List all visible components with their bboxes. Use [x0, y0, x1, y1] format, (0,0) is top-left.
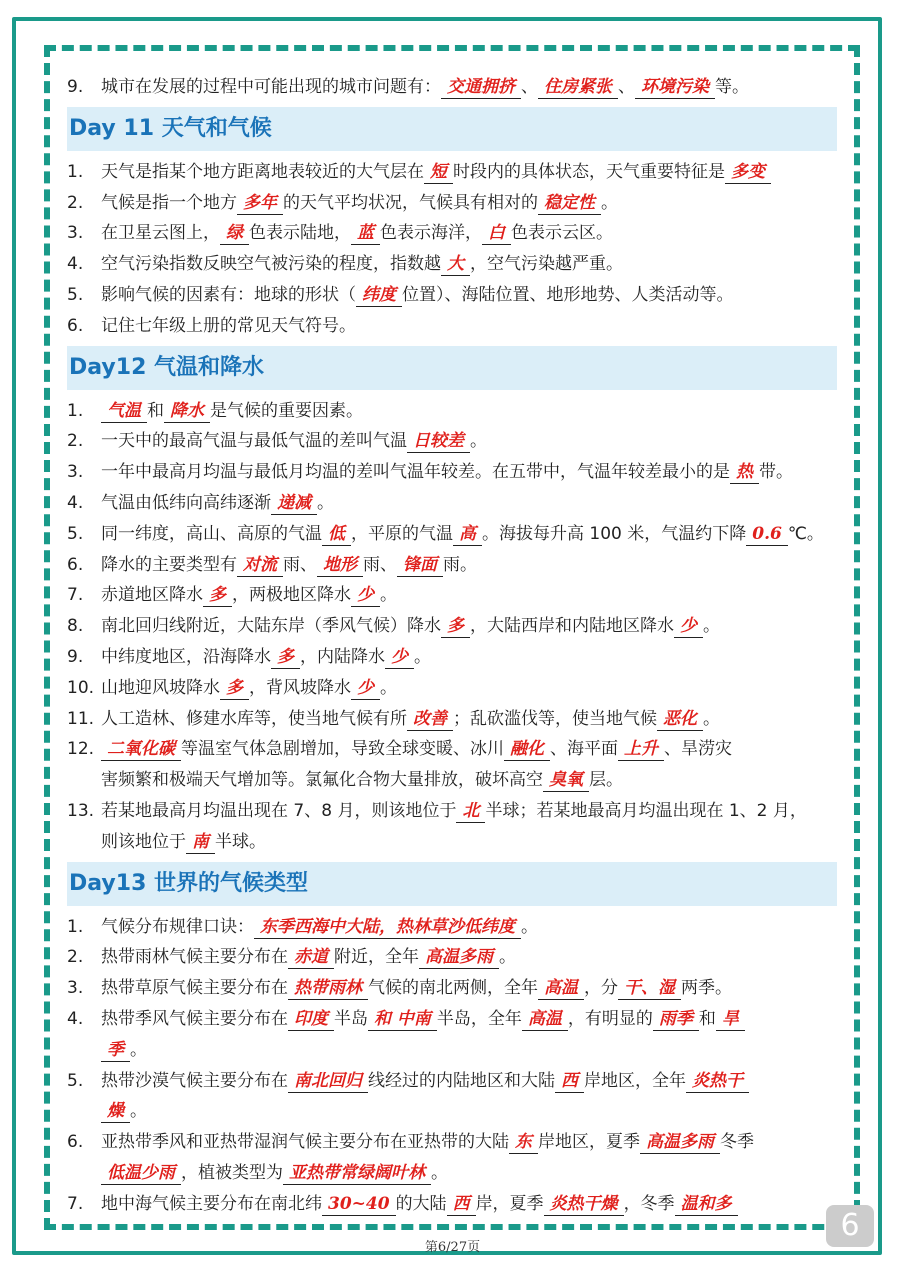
answer-blank: 融化	[504, 738, 550, 761]
text-run: 。	[499, 947, 516, 968]
list-item	[67, 550, 839, 581]
answer-blank: 地形	[317, 554, 363, 577]
text-run: 雨、	[363, 554, 397, 575]
item-number: 10.	[67, 677, 95, 698]
list-item	[67, 1066, 839, 1097]
text-run: 色表示云区。	[511, 223, 613, 244]
list-item	[67, 673, 839, 704]
text-run: ℃。	[787, 523, 824, 544]
answer-blank: 南	[186, 831, 215, 854]
text-run: 。	[380, 677, 397, 698]
text-run: 。	[431, 1162, 448, 1183]
text-run: 半球；若某地最高月均温出现在 1、2 月，	[485, 800, 807, 821]
answer-blank: 纬度	[356, 284, 402, 307]
answer-blank: 住房紧张	[538, 76, 618, 99]
answer-blank: 低温少雨	[101, 1162, 181, 1185]
answer-blank: 恶化	[657, 708, 703, 731]
item-number: 1.	[67, 400, 84, 421]
answer-blank: 温和多	[675, 1193, 738, 1216]
text-run: 空气污染指数反映空气被污染的程度，指数越	[101, 254, 441, 275]
answer-blank: 多年	[237, 192, 283, 215]
text-run: 半岛，全年	[436, 1008, 522, 1029]
answer-blank: 多	[220, 677, 249, 700]
text-run: 中纬度地区，沿海降水	[101, 646, 271, 667]
text-run: 人工造林、修建水库等，使当地气候有所	[101, 708, 407, 729]
text-run: 气候分布规律口诀：	[101, 916, 254, 937]
text-run: 赤道地区降水	[101, 585, 203, 606]
answer-blank: 炎热干	[686, 1070, 749, 1093]
text-run: 雨。	[443, 554, 477, 575]
answer-blank: 高温	[522, 1008, 568, 1031]
text-run: 热带沙漠气候主要分布在	[101, 1070, 288, 1091]
list-item	[67, 157, 839, 188]
list-item	[67, 72, 839, 103]
list-item	[67, 796, 839, 827]
text-run: ，分	[584, 978, 618, 999]
list-item	[67, 704, 839, 735]
text-run: 冬季	[720, 1132, 754, 1153]
text-run: 等温室气体急剧增加，导致全球变暖、冰川	[181, 739, 504, 760]
text-run: ，平原的气温	[351, 523, 453, 544]
text-run: 带。	[759, 462, 793, 483]
answer-blank: 30~40	[322, 1193, 396, 1216]
item-number: 9.	[67, 77, 84, 97]
item-number: 6.	[67, 1132, 84, 1153]
text-run: 。	[703, 708, 720, 729]
text-run: 若某地最高月均温出现在 7、8 月，则该地位于	[101, 800, 457, 821]
text-run: 岸地区，全年	[584, 1070, 686, 1091]
answer-blank: 高温多雨	[419, 946, 499, 969]
list-item	[67, 642, 839, 673]
answer-blank: 南北回归	[288, 1070, 368, 1093]
answer-blank: 递减	[271, 492, 317, 515]
answer-blank: 改善	[407, 708, 453, 731]
text-run: 两季。	[681, 978, 732, 999]
answer-blank: 雨季	[653, 1008, 699, 1031]
answer-blank: 少	[385, 646, 414, 669]
answer-blank: 西	[447, 1193, 476, 1216]
answer-blank: 锋面	[397, 554, 443, 577]
item-number: 1.	[67, 916, 84, 937]
answer-blank: 亚热带常绿阔叶林	[283, 1162, 431, 1185]
section-heading: Day12 气温和降水	[67, 346, 837, 390]
list-item	[67, 280, 839, 311]
answer-blank: 稳定性	[538, 192, 601, 215]
list-item	[67, 218, 839, 249]
answer-blank: 多变	[725, 161, 771, 184]
text-run: 城市在发展的过程中可能出现的城市问题有：	[101, 77, 441, 97]
item-number: 4.	[67, 492, 84, 513]
text-run: 。	[130, 1039, 147, 1060]
answer-blank: 绿	[220, 222, 249, 245]
text-run: 影响气候的因素有：地球的形状（	[101, 284, 356, 305]
answer-blank: 上升	[618, 738, 664, 761]
answer-blank: 蓝	[351, 222, 380, 245]
answer-blank: 燥	[101, 1100, 130, 1123]
list-item	[67, 1189, 839, 1220]
answer-blank: 少	[351, 584, 380, 607]
text-run: 。	[521, 916, 538, 937]
item-number: 3.	[67, 462, 84, 483]
text-run: 、	[521, 77, 538, 97]
answer-blank: 炎热干燥	[544, 1193, 624, 1216]
text-run: 。	[703, 616, 720, 637]
list-item	[67, 1004, 839, 1035]
text-run: 则该地位于	[101, 831, 186, 852]
answer-blank: 环境污染	[635, 76, 715, 99]
answer-blank: 降水	[164, 400, 210, 423]
answer-blank: 高	[453, 523, 482, 546]
text-run: 天气是指某个地方距离地表较近的大气层在	[101, 161, 424, 182]
text-run: 气温由低纬向高纬逐渐	[101, 492, 271, 513]
list-item	[67, 457, 839, 488]
text-run: 一天中的最高气温与最低气温的差叫气温	[101, 431, 407, 452]
text-run: 雨、	[283, 554, 317, 575]
item-number: 2.	[67, 192, 84, 213]
answer-blank: 多	[271, 646, 300, 669]
list-item	[67, 249, 839, 280]
answer-blank: 少	[674, 615, 703, 638]
text-run: ，冬季	[623, 1193, 675, 1214]
answer-blank: 和 中南	[368, 1008, 437, 1031]
text-run: 和	[147, 400, 164, 421]
answer-blank: 东季西海中大陆，热林草沙低纬度	[254, 916, 521, 939]
text-run: ，两极地区降水	[232, 585, 351, 606]
list-item	[67, 734, 839, 765]
answer-blank: 0.6	[746, 523, 788, 546]
text-run: 是气候的重要因素。	[210, 400, 363, 421]
text-run: 位置）、海陆位置、地形地势、人类活动等。	[402, 284, 734, 305]
item-number: 9.	[67, 646, 84, 667]
item-number: 2.	[67, 947, 84, 968]
answer-blank: 低	[322, 523, 351, 546]
list-item	[67, 942, 839, 973]
text-run: 等。	[715, 77, 749, 97]
text-run: 和	[698, 1008, 716, 1029]
answer-blank: 多	[441, 615, 470, 638]
text-run: 。	[317, 492, 334, 513]
text-run: 色表示海洋，	[380, 223, 482, 244]
answer-blank: 西	[555, 1070, 584, 1093]
answer-blank: 交通拥挤	[441, 76, 521, 99]
text-run: 记住七年级上册的常见天气符号。	[101, 315, 356, 336]
text-run: ，空气污染越严重。	[470, 254, 623, 275]
text-run: ，有明显的	[567, 1008, 653, 1029]
answer-blank: 大	[441, 253, 470, 276]
answer-blank: 旱	[716, 1008, 745, 1031]
text-run: 降水的主要类型有	[101, 554, 237, 575]
text-run: 。海拔每升高 100 米，气温约下降	[482, 523, 747, 544]
text-run: 层。	[589, 770, 623, 791]
answer-blank: 日较差	[407, 430, 470, 453]
text-run: 。	[414, 646, 431, 667]
text-run: 时段内的具体状态，天气重要特征是	[453, 161, 725, 182]
text-run: 在卫星云图上，	[101, 223, 220, 244]
text-run: 的大陆	[395, 1193, 447, 1214]
item-number: 13.	[67, 800, 95, 821]
text-run: 。	[130, 1101, 147, 1122]
text-run: 南北回归线附近，大陆东岸（季风气候）降水	[101, 616, 441, 637]
text-run: 岸地区，夏季	[538, 1132, 640, 1153]
text-run: 。	[380, 585, 397, 606]
answer-blank: 高温多雨	[640, 1131, 720, 1154]
text-run: 热带雨林气候主要分布在	[101, 947, 288, 968]
answer-blank: 热带雨林	[288, 977, 368, 1000]
answer-blank: 少	[351, 677, 380, 700]
text-run: 色表示陆地，	[249, 223, 351, 244]
text-run: 、旱涝灾	[664, 739, 732, 760]
list-item	[67, 488, 839, 519]
item-number: 4.	[67, 254, 84, 275]
list-item	[67, 1035, 839, 1066]
page-number-badge: 6	[826, 1205, 874, 1247]
answer-blank: 印度	[288, 1008, 334, 1031]
answer-blank: 季	[101, 1039, 130, 1062]
page-footer: 第6/27页	[424, 1240, 481, 1255]
list-item	[67, 827, 839, 858]
item-number: 3.	[67, 223, 84, 244]
text-run: 山地迎风坡降水	[101, 677, 220, 698]
list-item	[67, 519, 839, 550]
text-run: 热带季风气候主要分布在	[101, 1008, 288, 1029]
answer-blank: 臭氧	[543, 769, 589, 792]
item-number: 11.	[67, 708, 95, 729]
answer-blank: 白	[482, 222, 511, 245]
item-number: 3.	[67, 978, 84, 999]
item-number: 6.	[67, 554, 84, 575]
document-body	[67, 72, 839, 1220]
answer-blank: 高温	[538, 977, 584, 1000]
list-item	[67, 426, 839, 457]
list-item	[67, 1127, 839, 1158]
text-run: 。	[601, 192, 618, 213]
answer-blank: 气温	[101, 400, 147, 423]
text-run: ，内陆降水	[300, 646, 385, 667]
list-item	[67, 396, 839, 427]
answer-blank: 多	[203, 584, 232, 607]
item-number: 7.	[67, 1193, 84, 1214]
item-number: 1.	[67, 161, 84, 182]
list-item	[67, 311, 839, 342]
item-number: 2.	[67, 431, 84, 452]
list-item	[67, 912, 839, 943]
list-item	[67, 580, 839, 611]
list-item	[67, 188, 839, 219]
answer-blank: 干、湿	[618, 977, 681, 1000]
text-run: 岸，夏季	[475, 1193, 544, 1214]
text-run: 。	[470, 431, 487, 452]
text-run: ，背风坡降水	[249, 677, 351, 698]
text-run: 地中海气候主要分布在南北纬	[101, 1193, 322, 1214]
section-heading: Day13 世界的气候类型	[67, 862, 837, 906]
text-run: 、	[618, 77, 635, 97]
item-number: 4.	[67, 1008, 84, 1029]
text-run: 、海平面	[550, 739, 618, 760]
item-number: 5.	[67, 523, 84, 544]
text-run: 的天气平均状况，气候具有相对的	[283, 192, 538, 213]
item-number: 5.	[67, 1070, 84, 1091]
answer-blank: 二氧化碳	[101, 738, 181, 761]
text-run: 同一纬度，高山、高原的气温	[101, 523, 322, 544]
text-run: 气候的南北两侧，全年	[368, 978, 538, 999]
answer-blank: 东	[509, 1131, 538, 1154]
text-run: 害频繁和极端天气增加等。氯氟化合物大量排放，破坏高空	[101, 770, 543, 791]
list-item	[67, 611, 839, 642]
text-run: ，大陆西岸和内陆地区降水	[470, 616, 674, 637]
list-item	[67, 765, 839, 796]
text-run: 线经过的内陆地区和大陆	[368, 1070, 555, 1091]
text-run: 热带草原气候主要分布在	[101, 978, 288, 999]
answer-blank: 对流	[237, 554, 283, 577]
answer-blank: 短	[424, 161, 453, 184]
item-number: 7.	[67, 585, 84, 606]
text-run: 附近，全年	[334, 947, 419, 968]
item-number: 8.	[67, 616, 84, 637]
answer-blank: 热	[730, 461, 759, 484]
list-item	[67, 1158, 839, 1189]
list-item	[67, 1096, 839, 1127]
text-run: 半岛	[334, 1008, 368, 1029]
item-number: 6.	[67, 315, 84, 336]
text-run: 气候是指一个地方	[101, 192, 237, 213]
text-run: 一年中最高月均温与最低月均温的差叫气温年较差。在五带中，气温年较差最小的是	[101, 462, 730, 483]
text-run: ，植被类型为	[181, 1162, 283, 1183]
section-heading: Day 11 天气和气候	[67, 107, 837, 151]
answer-blank: 北	[456, 800, 485, 823]
text-run: ；乱砍滥伐等，使当地气候	[453, 708, 657, 729]
list-item	[67, 973, 839, 1004]
text-run: 半球。	[215, 831, 266, 852]
item-number: 12.	[67, 739, 95, 760]
answer-blank: 赤道	[288, 946, 334, 969]
text-run: 亚热带季风和亚热带湿润气候主要分布在亚热带的大陆	[101, 1132, 509, 1153]
item-number: 5.	[67, 284, 84, 305]
